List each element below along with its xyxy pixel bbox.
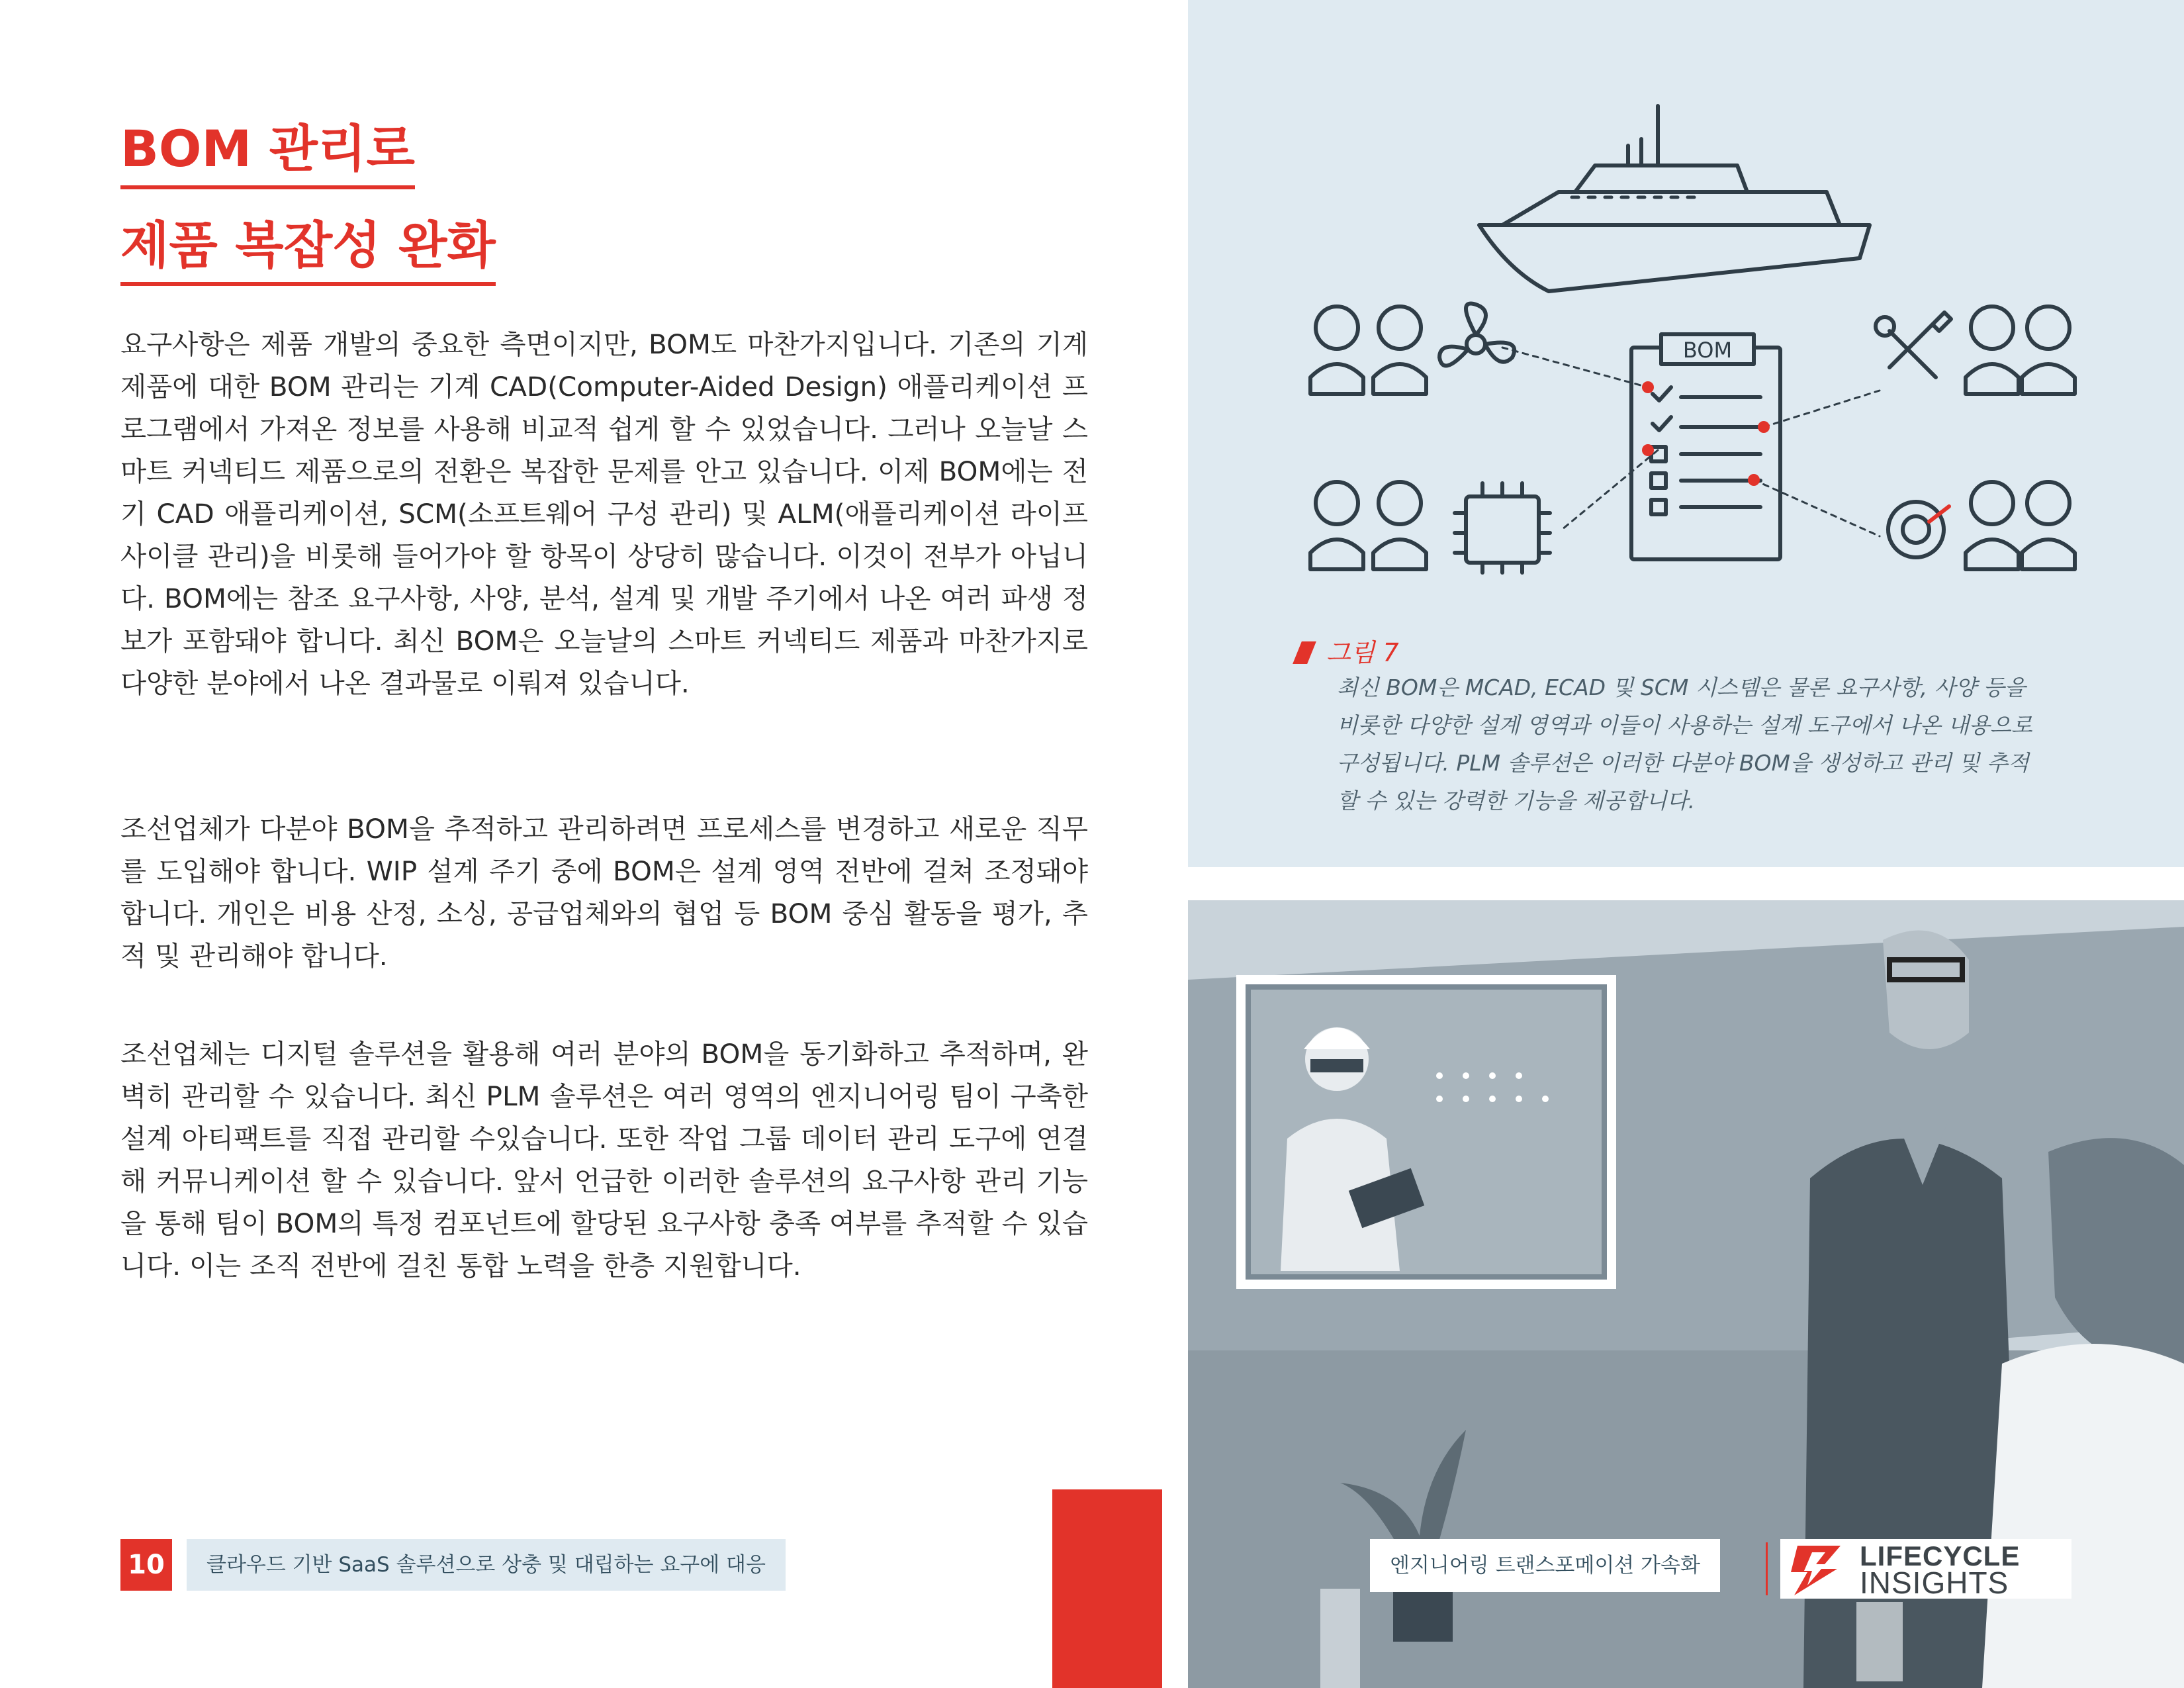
gear-icon (1888, 502, 1949, 557)
people-icon (1310, 482, 1426, 569)
logo-line-2: INSIGHTS (1860, 1566, 2009, 1600)
footer-subtitle: 엔지니어링 트랜스포메이션 가속화 (1370, 1539, 1720, 1592)
body-paragraph-1: 요구사항은 제품 개발의 중요한 측면이지만, BOM도 마찬가지입니다. 기존의 기계 제품에 대한 BOM 관리는 기계 CAD(Computer-Aided Design) 애플리케이션 프로그램에서 가져온 정보를 사용해 비교적 쉽게 할 수 있었습니다. 그러나 오늘날 스마트 커넥티드 제품으로의 전환은 복잡한 문제를 안고 있습니다. 이제 BOM에는 전기 CAD 애플리케이션, SCM(소프트웨어 구성 관리) 및 ALM(애플리케이션 라이프사이클 관리)을 비롯해 들어가야 할 항목이 상당히 많습니다. 이것이 전부가 아닙니다. BOM에는 참조 요구사항, 사양, 분석, 설계 및 개발 주기에서 나온 여러 파생 정보가 포함돼야 합니다. 최신 BOM은 오늘날의 스마트 커넥티드 제품과 마찬가지로 다양한 분야에서 나온 결과물로 이뤄져 있습니다. (120, 328, 1088, 699)
title-line-1: BOM 관리로 (120, 113, 415, 189)
clipboard-icon (1631, 334, 1780, 559)
bom-diagram (1297, 99, 2078, 576)
figure-label-text: 그림 7 (1326, 638, 1399, 667)
lifecycle-insights-logo (1780, 1539, 2071, 1599)
logo-wordmark (1860, 1540, 2021, 1600)
tools-icon (1876, 312, 1951, 377)
figure-caption: 최신 BOM은 MCAD, ECAD 및 SCM 시스템은 물론 요구사항, 사양 등을 비롯한 다양한 설계 영역과 이들이 사용하는 설계 도구에서 나온 내용으로 구성됩니다. PLM 솔루션은 이러한 다분야 BOM을 생성하고 관리 및 추적할 수 있는 강력한 기능을 제공합니다. (1337, 675, 2032, 814)
propeller-icon (1439, 303, 1514, 365)
title-line-2: 제품 복잡성 완화 (120, 209, 496, 286)
ship-icon (1479, 106, 1870, 291)
lifecycle-logo-icon (1784, 1539, 1850, 1599)
chip-icon (1455, 483, 1550, 573)
logo-divider (1766, 1542, 1768, 1595)
decorative-red-bar (1052, 1489, 1162, 1688)
body-paragraph-2: 조선업체가 다분야 BOM을 추적하고 관리하려면 프로세스를 변경하고 새로운 직무를 도입해야 합니다. WIP 설계 주기 중에 BOM은 설계 영역 전반에 걸쳐 조정돼야 합니다. 개인은 비용 산정, 소싱, 공급업체와의 협업 등 BOM 중심 활동을 평가, 추적 및 관리해야 합니다. (120, 813, 1088, 972)
body-paragraph-3: 조선업체는 디지털 솔루션을 활용해 여러 분야의 BOM을 동기화하고 추적하며, 완벽히 관리할 수 있습니다. 최신 PLM 솔루션은 여러 영역의 엔지니어링 팀이 구축한 설계 아티팩트를 직접 관리할 수있습니다. 또한 작업 그룹 데이터 관리 도구에 연결해 커뮤니케이션 할 수 있습니다. 앞서 언급한 이러한 솔루션의 요구사항 관리 기능을 통해 팀이 BOM의 특정 컴포넌트에 할당된 요구사항 충족 여부를 추적할 수 있습니다. 이는 조직 전반에 걸친 통합 노력을 한층 지원합니다. (120, 1038, 1088, 1282)
people-icon (1310, 306, 1426, 394)
logo-line-1: LIFECYCLE (1860, 1540, 2021, 1571)
people-icon (1966, 482, 2075, 569)
page-number: 10 (120, 1539, 172, 1591)
figure-label (1297, 632, 1399, 669)
footer-section-title: 클라우드 기반 SaaS 솔루션으로 상충 및 대립하는 요구에 대응 (187, 1539, 786, 1591)
clipboard-label: BOM (1682, 338, 1733, 363)
people-icon (1966, 306, 2075, 394)
page-title (120, 106, 496, 299)
